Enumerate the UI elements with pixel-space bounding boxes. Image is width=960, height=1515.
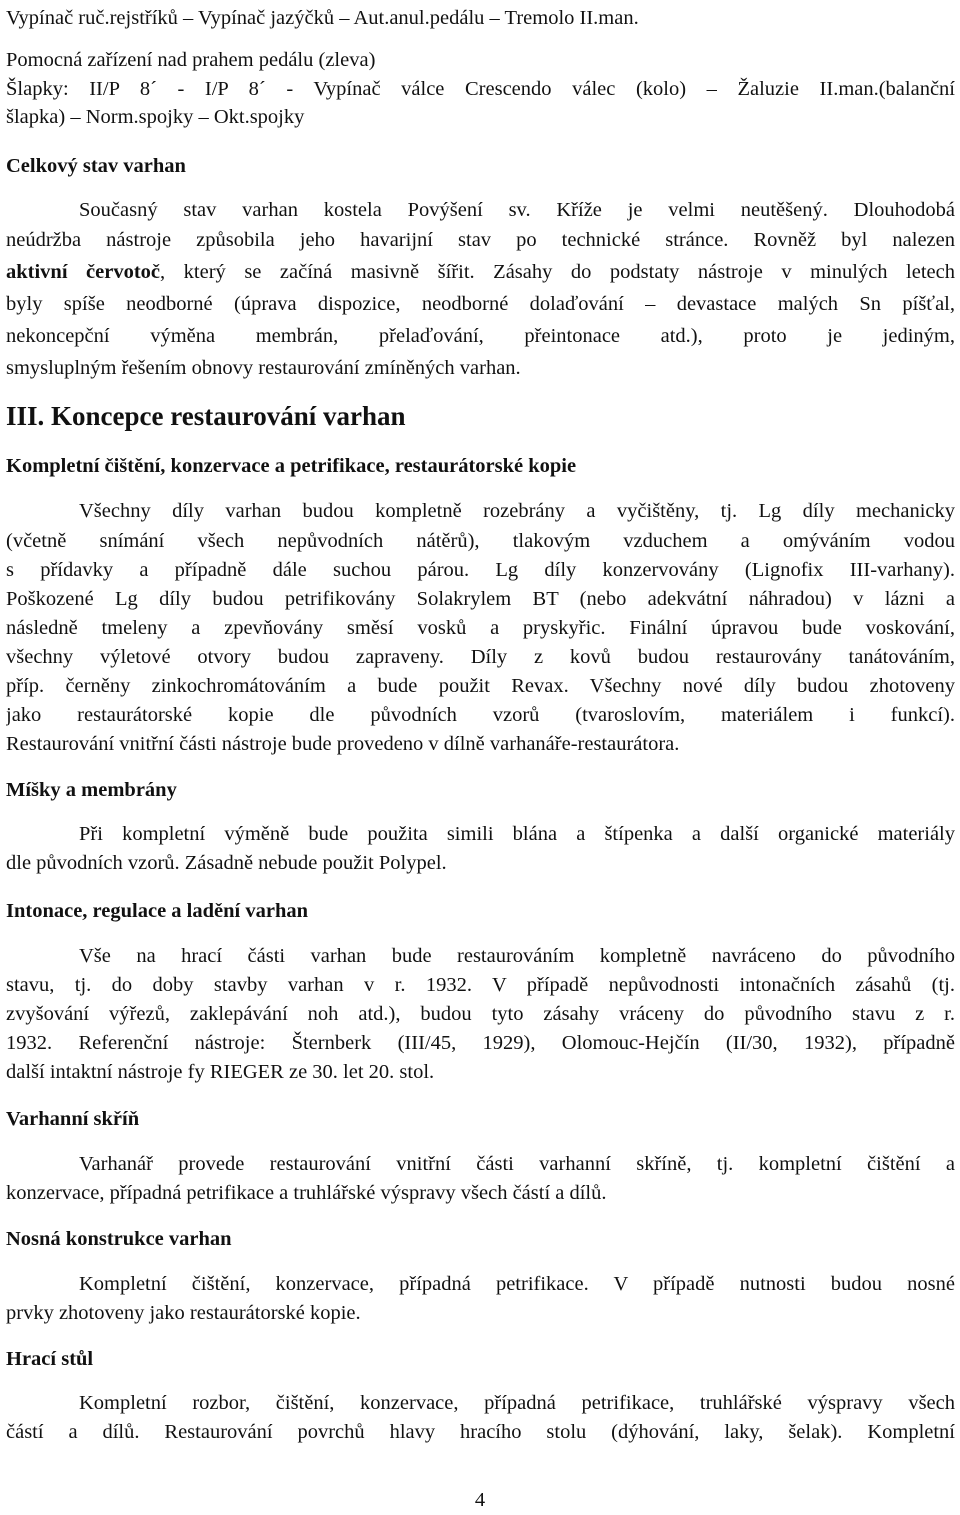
text-line: Pomocná zařízení nad prahem pedálu (zleva) — [6, 49, 376, 71]
text-line: Při kompletní výměně bude použita simili blána a štípenka a další organické materiály — [79, 823, 955, 845]
text-line: stavu, tj. do doby stavby varhan v r. 1932. V případě nepůvodnosti intonačních zásahů (tj. — [6, 974, 955, 996]
chapter-heading: III. Koncepce restaurování varhan — [6, 401, 406, 431]
text-line: částí a dílů. Restaurování povrchů hlavy hracího stolu (dýhování, laky, šelak). Kompletní — [6, 1421, 955, 1443]
text-line: Současný stav varhan kostela Povýšení sv. Kříže je velmi neutěšený. Dlouhodobá — [79, 199, 955, 221]
section-heading: Varhanní skříň — [6, 1108, 140, 1130]
text-line: Poškozené Lg díly budou petrifikovány Solakrylem BT (nebo adekvátní náhradou) v lázni a — [6, 588, 955, 610]
section-heading: Intonace, regulace a ladění varhan — [6, 900, 308, 922]
text-line: všechny výletové otvory budou zapraveny. Díly z kovů budou restaurovány tanátováním, — [6, 646, 955, 668]
text-line: Kompletní rozbor, čištění, konzervace, případná petrifikace, truhlářské výspravy všech — [79, 1392, 955, 1414]
page-number: 4 — [474, 1489, 486, 1511]
text-line: šlapka) – Norm.spojky – Okt.spojky — [6, 106, 305, 128]
text-line: byly spíše neodborné (úprava dispozice, neodborné dolaďování – devastace malých Sn píšťal, — [6, 293, 955, 315]
text-run: , který se začíná masivně šířit. Zásahy do podstaty nástroje v minulých letech — [160, 261, 955, 283]
text-line: nekoncepční výměna membrán, přelaďování, přeintonace atd.), proto je jediným, — [6, 325, 955, 347]
text-line: další intaktní nástroje fy RIEGER ze 30. let 20. stol. — [6, 1061, 435, 1083]
text-line: 1932. Referenční nástroje: Šternberk (III/45, 1929), Olomouc-Hejčín (II/30, 1932), případně — [6, 1032, 955, 1054]
text-line: smysluplným řešením obnovy restaurování zmíněných varhan. — [6, 357, 521, 379]
text-line: Restaurování vnitřní části nástroje bude provedeno v dílně varhanáře-restaurátora. — [6, 733, 680, 755]
section-heading: Celkový stav varhan — [6, 155, 186, 177]
text-line: prvky zhotoveny jako restaurátorské kopie. — [6, 1302, 361, 1324]
text-line: následně tmeleny a zpevňovány směsí vosků a pryskyřic. Finální úpravou bude voskování, — [6, 617, 955, 639]
section-heading: Kompletní čištění, konzervace a petrifikace, restaurátorské kopie — [6, 455, 577, 477]
text-line: Všechny díly varhan budou kompletně rozebrány a vyčištěny, tj. Lg díly mechanicky — [79, 500, 955, 522]
text-line: Vše na hrací části varhan bude restaurováním kompletně navráceno do původního — [79, 945, 955, 967]
text-line — [6, 258, 955, 287]
section-heading: Nosná konstrukce varhan — [6, 1228, 232, 1250]
text-line: neúdržba nástroje způsobila jeho havarijní stav po technické stránce. Rovněž byl nalezen — [6, 229, 955, 251]
text-line: s přídavky a případně dále suchou párou. Lg díly konzervovány (Lignofix III-varhany). — [6, 559, 955, 581]
text-line: dle původních vzorů. Zásadně nebude použit Polypel. — [6, 852, 447, 874]
text-line: (včetně snímání všech nepůvodních nátěrů), tlakovým vzduchem a omýváním vodou — [6, 530, 955, 552]
emphasis: aktivní červotoč — [6, 261, 161, 283]
text-line: Šlapky: II/P 8´ - I/P 8´ - Vypínač válce Crescendo válec (kolo) – Žaluzie II.man.(balanční — [6, 78, 955, 100]
text-line: jako restaurátorské kopie dle původních vzorů (tvaroslovím, materiálem i funkcí). — [6, 704, 955, 726]
text-line: Kompletní čištění, konzervace, případná petrifikace. V případě nutnosti budou nosné — [79, 1273, 955, 1295]
text-line: konzervace, případná petrifikace a truhlářské výspravy všech částí a dílů. — [6, 1182, 607, 1204]
text-line: příp. černěny zinkochromátováním a bude použit Revax. Všechny nové díly budou zhotoveny — [6, 675, 955, 697]
section-heading: Míšky a membrány — [6, 779, 177, 801]
text-line: zvyšování výřezů, zaklepávání noh atd.), budou tyto zásahy vráceny do původního stavu z r. — [6, 1003, 955, 1025]
section-heading: Hrací stůl — [6, 1348, 94, 1370]
text-line: Varhanář provede restaurování vnitřní části varhanní skříně, tj. kompletní čištění a — [79, 1153, 955, 1175]
text-line: Vypínač ruč.rejstříků – Vypínač jazýčků – Aut.anul.pedálu – Tremolo II.man. — [6, 7, 639, 29]
